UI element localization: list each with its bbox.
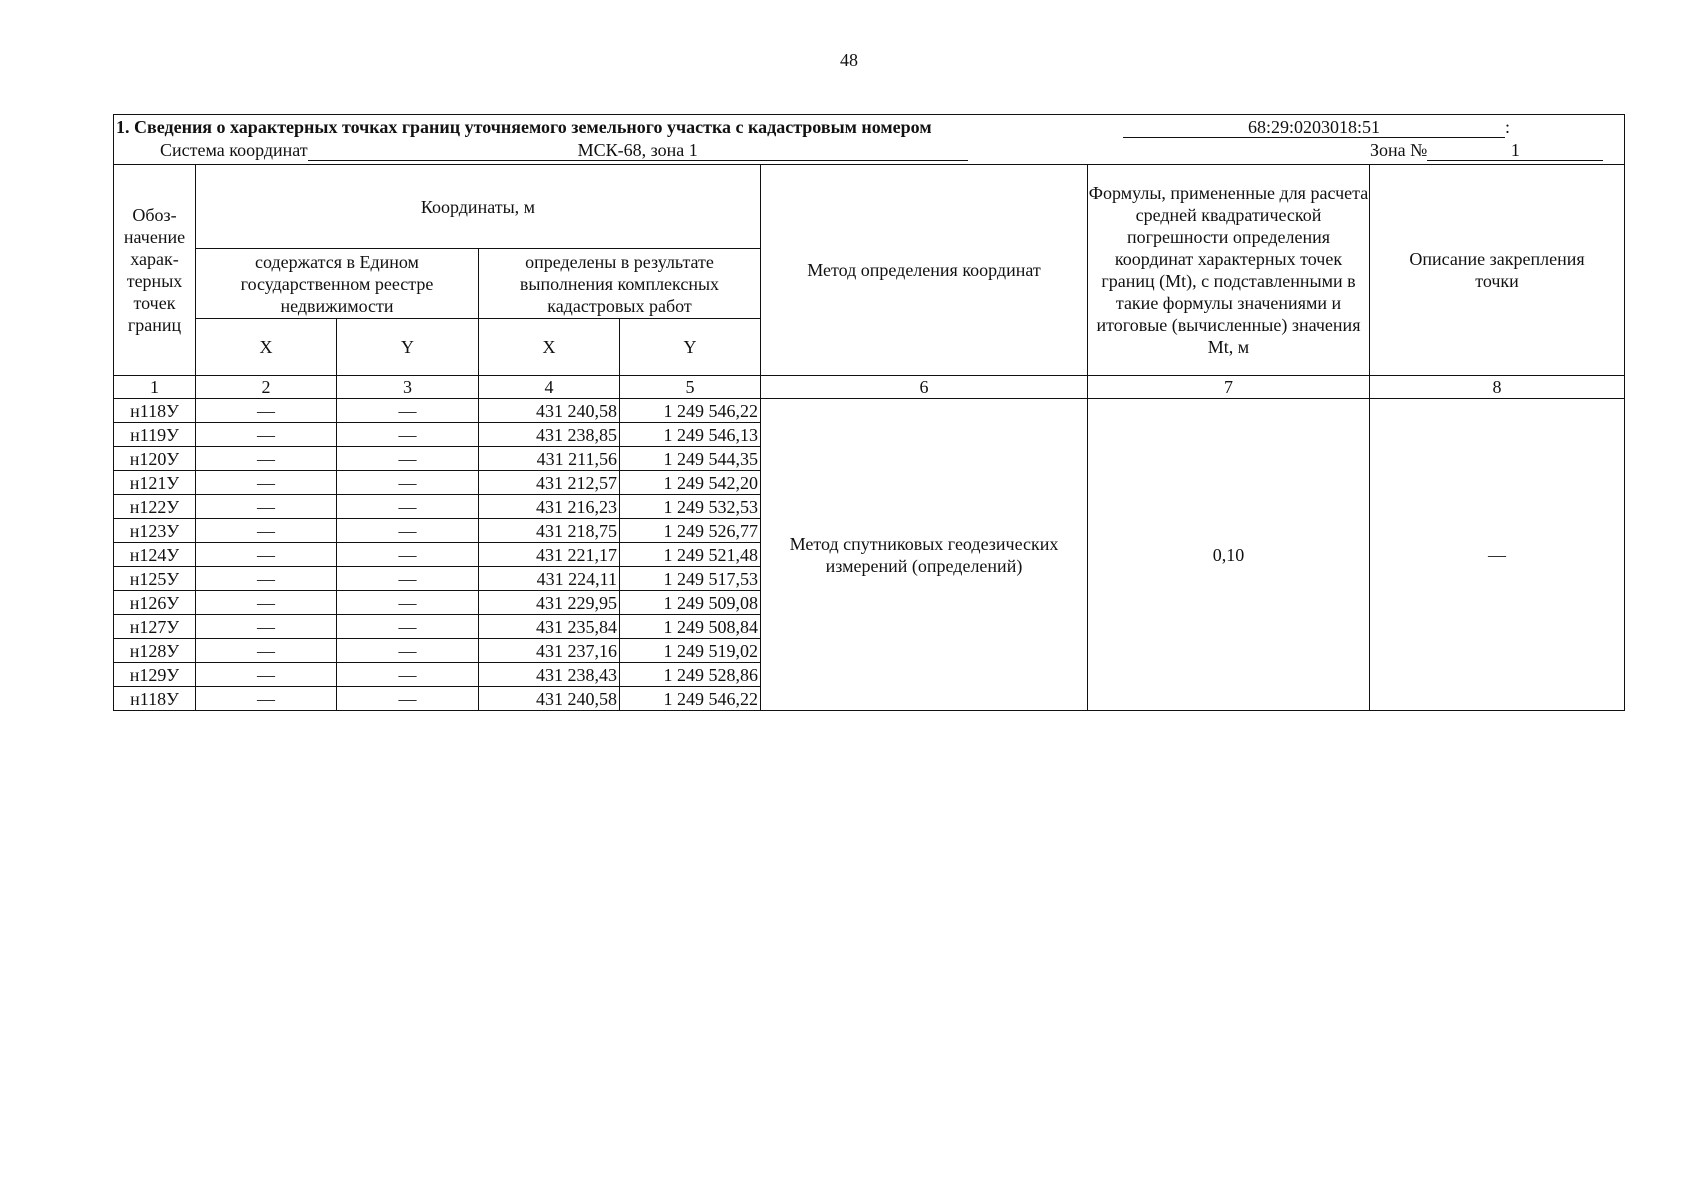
registry-y: — (337, 471, 479, 495)
header-registry-x: X (196, 319, 337, 376)
coord-x: 431 221,17 (479, 543, 620, 567)
header-determined-x: X (479, 319, 620, 376)
coord-system-value: МСК-68, зона 1 (308, 139, 968, 161)
registry-x: — (196, 615, 337, 639)
coord-y: 1 249 544,35 (620, 447, 761, 471)
header-method: Метод определения координат (761, 165, 1088, 376)
registry-y: — (337, 447, 479, 471)
point-name: н127У (114, 615, 196, 639)
registry-x: — (196, 447, 337, 471)
section-title: 1. Сведения о характерных точках границ уточняемого земельного участка с кадастровым номером (116, 117, 932, 137)
coord-x: 431 229,95 (479, 591, 620, 615)
registry-y: — (337, 519, 479, 543)
table-row (114, 399, 1625, 423)
registry-x: — (196, 591, 337, 615)
coord-system-line (116, 139, 1622, 162)
registry-x: — (196, 399, 337, 423)
registry-y: — (337, 495, 479, 519)
column-number: 6 (761, 376, 1088, 399)
coord-x: 431 240,58 (479, 687, 620, 711)
header-determined-y: Y (620, 319, 761, 376)
coord-y: 1 249 532,53 (620, 495, 761, 519)
section-header (114, 115, 1625, 165)
coord-y: 1 249 546,13 (620, 423, 761, 447)
point-name: н125У (114, 567, 196, 591)
point-name: н121У (114, 471, 196, 495)
coord-y: 1 249 519,02 (620, 639, 761, 663)
title-line (116, 116, 1622, 139)
point-name: н128У (114, 639, 196, 663)
point-name: н129У (114, 663, 196, 687)
coord-y: 1 249 528,86 (620, 663, 761, 687)
header-designation: Обоз- начение харак- терных точек границ (114, 165, 196, 376)
mt-value: 0,10 (1088, 399, 1370, 711)
registry-y: — (337, 399, 479, 423)
registry-x: — (196, 471, 337, 495)
coord-y: 1 249 526,77 (620, 519, 761, 543)
point-name: н119У (114, 423, 196, 447)
coord-x: 431 211,56 (479, 447, 620, 471)
registry-y: — (337, 663, 479, 687)
column-number: 1 (114, 376, 196, 399)
page-number: 48 (840, 50, 858, 70)
registry-x: — (196, 423, 337, 447)
point-name: н123У (114, 519, 196, 543)
header-formulas: Формулы, примененные для расчета средней квадратической погрешности определения координат характерных точек границ (Mt), с подставленными в такие формулы значениями и итоговые (вычисленные) значения Mt, м (1088, 165, 1370, 376)
coord-x: 431 238,85 (479, 423, 620, 447)
registry-y: — (337, 423, 479, 447)
registry-y: — (337, 687, 479, 711)
registry-y: — (337, 639, 479, 663)
registry-x: — (196, 663, 337, 687)
coord-y: 1 249 509,08 (620, 591, 761, 615)
cadastral-number: 68:29:0203018:51 (1123, 116, 1505, 138)
registry-x: — (196, 495, 337, 519)
column-number: 5 (620, 376, 761, 399)
header-registry-y: Y (337, 319, 479, 376)
header-determined: определены в результате выполнения комплексных кадастровых работ (479, 249, 761, 319)
registry-y: — (337, 567, 479, 591)
column-number: 2 (196, 376, 337, 399)
registry-x: — (196, 519, 337, 543)
cadastral-colon: : (1505, 117, 1511, 137)
column-numbers-row (114, 376, 1625, 399)
header-description: Описание закрепления точки (1370, 165, 1625, 376)
points-table-sheet (113, 114, 1624, 711)
coord-y: 1 249 517,53 (620, 567, 761, 591)
registry-x: — (196, 543, 337, 567)
point-name: н124У (114, 543, 196, 567)
point-name: н126У (114, 591, 196, 615)
registry-y: — (337, 591, 479, 615)
coord-y: 1 249 546,22 (620, 687, 761, 711)
method-value: Метод спутниковых геодезических измерений (определений) (761, 399, 1088, 711)
coord-x: 431 212,57 (479, 471, 620, 495)
coord-x: 431 218,75 (479, 519, 620, 543)
column-number: 7 (1088, 376, 1370, 399)
zone-value: 1 (1427, 139, 1603, 161)
registry-x: — (196, 687, 337, 711)
fixing-description: — (1370, 399, 1625, 711)
coord-y: 1 249 546,22 (620, 399, 761, 423)
header-in-registry: содержатся в Едином государственном реестре недвижимости (196, 249, 479, 319)
coord-system-label: Система координат (160, 140, 308, 160)
points-table (113, 114, 1625, 711)
coord-x: 431 238,43 (479, 663, 620, 687)
zone-label: Зона № (1370, 140, 1428, 160)
coord-y: 1 249 508,84 (620, 615, 761, 639)
column-number: 8 (1370, 376, 1625, 399)
column-number: 3 (337, 376, 479, 399)
coord-x: 431 224,11 (479, 567, 620, 591)
point-name: н122У (114, 495, 196, 519)
coord-y: 1 249 542,20 (620, 471, 761, 495)
registry-y: — (337, 615, 479, 639)
point-name: н118У (114, 687, 196, 711)
coord-x: 431 237,16 (479, 639, 620, 663)
coord-x: 431 216,23 (479, 495, 620, 519)
registry-x: — (196, 567, 337, 591)
registry-y: — (337, 543, 479, 567)
column-number: 4 (479, 376, 620, 399)
coord-x: 431 235,84 (479, 615, 620, 639)
coord-y: 1 249 521,48 (620, 543, 761, 567)
header-coordinates: Координаты, м (196, 165, 761, 249)
point-name: н120У (114, 447, 196, 471)
coord-x: 431 240,58 (479, 399, 620, 423)
point-name: н118У (114, 399, 196, 423)
registry-x: — (196, 639, 337, 663)
